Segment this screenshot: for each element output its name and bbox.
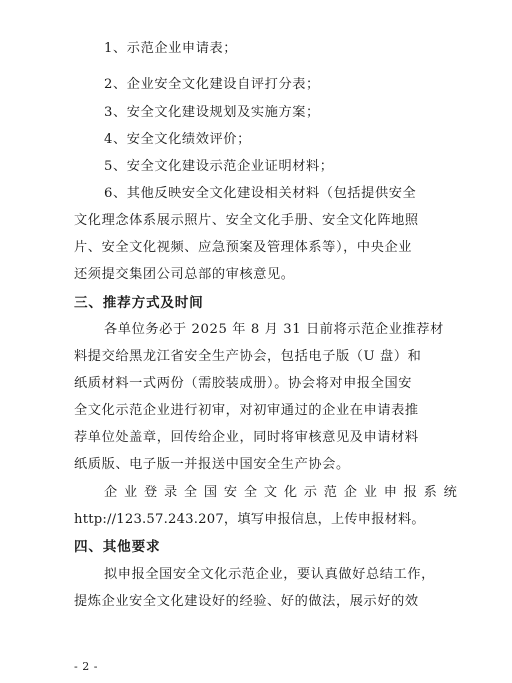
paragraph-line: 纸质材料一式两份（需胶装成册）。协会将对申报全国安 (74, 376, 413, 391)
page-number: - 2 - (74, 660, 98, 673)
system-url-line: http://123.57.243.207，填写申报信息，上传申报材料。 (74, 512, 425, 527)
section-heading-4: 四、其他要求 (74, 539, 161, 555)
paragraph-line: 企 业 登 录 全 国 安 全 文 化 示 范 企 业 申 报 系 统 (104, 485, 459, 500)
paragraph-line: 文化理念体系展示照片、安全文化手册、安全文化阵地照 (74, 213, 419, 228)
paragraph-line: 料提交给黑龙江省安全生产协会，包括电子版（U 盘）和 (74, 349, 422, 364)
section-heading-3: 三、推荐方式及时间 (74, 295, 204, 311)
list-item-4: 4、安全文化绩效评价； (104, 132, 251, 147)
list-item-1: 1、示范企业申请表； (104, 41, 238, 56)
paragraph-line: 各单位务必于 2025 年 8 月 31 日前将示范企业推荐材 (104, 322, 444, 337)
paragraph-line: 片、安全文化视频、应急预案及管理体系等），中央企业 (74, 240, 413, 255)
paragraph-line: 拟申报全国安全文化示范企业，要认真做好总结工作， (104, 567, 435, 582)
paragraph-line: 全文化示范企业进行初审，对初审通过的企业在申请表推 (74, 403, 419, 418)
paragraph-line: 纸质版、电子版一并报送中国安全生产协会。 (74, 457, 350, 472)
list-item-2: 2、企业安全文化建设自评打分表； (104, 77, 320, 92)
list-item-3: 3、安全文化建设规划及实施方案； (104, 105, 320, 120)
list-item-5: 5、安全文化建设示范企业证明材料； (104, 159, 334, 174)
paragraph-line: 荐单位处盖章，回传给企业，同时将审核意见及申请材料 (74, 430, 419, 445)
paragraph-line: 提炼企业安全文化建设好的经验、好的做法，展示好的效 (74, 594, 419, 609)
paragraph-line: 还须提交集团公司总部的审核意见。 (74, 267, 295, 282)
list-item-6: 6、其他反映安全文化建设相关材料（包括提供安全 (104, 186, 417, 201)
